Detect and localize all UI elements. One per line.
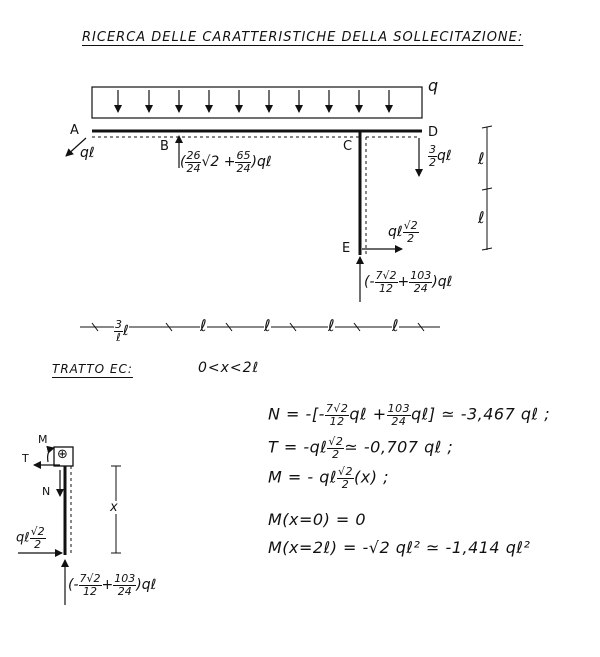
fbd-force-left-label: qℓ $\frac{√2}{2}$ [16,525,45,551]
force-D-label: $\frac{3}{2}$ qℓ [429,143,452,169]
point-label-E: E [342,241,351,256]
point-label-C: C [343,139,353,154]
load-label-q: q [428,76,439,95]
reaction-A-label: qℓ [80,145,95,161]
equation-N: N = -[- $\frac{7√2}{12}$ qℓ + $\frac{103}{24}$ qℓ] ≃ -3,467 qℓ ; [268,402,551,428]
fbd-label-x: x [110,500,118,515]
point-label-D: D [428,125,439,140]
equation-M-at-2l: M(x=2ℓ) = -√2 qℓ² ≃ -1,414 qℓ² [268,538,531,557]
equation-M: M = - qℓ $\frac{√2}{2}$ (x) ; [268,465,389,491]
reaction-E-label: (- $\frac{7√2}{12}$ + $\frac{103}{24}$ )qℓ [364,269,453,295]
dimension-right-label-1: ℓ [478,149,485,168]
dimension-bottom-label-2: ℓ [200,316,207,335]
fbd-label-N: N [42,485,51,498]
equation-M-at-0: M(x=0) = 0 [268,510,367,529]
dimension-bottom-label-first: $\frac{3}{\text{ℓ}}$ ℓ [115,318,129,344]
dimension-line-bottom [80,323,440,331]
fbd-reaction-bottom-label: (- $\frac{7√2}{12}$ + $\frac{103}{24}$ )qℓ [68,572,157,598]
point-label-B: B [160,139,169,154]
dimension-bottom-label-4: ℓ [328,316,335,335]
moment-arrow [48,448,54,462]
point-label-A: A [70,123,79,138]
section-range: 0<x<2ℓ [198,360,260,376]
dimension-line-right [482,126,492,250]
page-title: RICERCA DELLE CARATTERISTICHE DELLA SOLLECITAZIONE: [82,30,524,45]
reaction-B-label: ( $\frac{26}{24}$ √2 + $\frac{65}{24}$ )qℓ [180,149,272,175]
fbd-label-M: M [38,433,48,446]
distributed-load-box [92,87,422,118]
section-label: TRATTO EC: [52,362,133,376]
dimension-bottom-label-3: ℓ [264,316,271,335]
force-E-horizontal-label: qℓ $\frac{√2}{2}$ [388,219,418,245]
section-cut-symbol: ⊕ [57,447,68,462]
dimension-right-label-2: ℓ [478,208,485,227]
distributed-load-arrows [118,90,389,112]
fbd-label-T: T [22,452,29,465]
dimension-bottom-label-5: ℓ [392,316,399,335]
equation-T: T = -qℓ $\frac{√2}{2}$ ≃ -0,707 qℓ ; [268,435,454,461]
